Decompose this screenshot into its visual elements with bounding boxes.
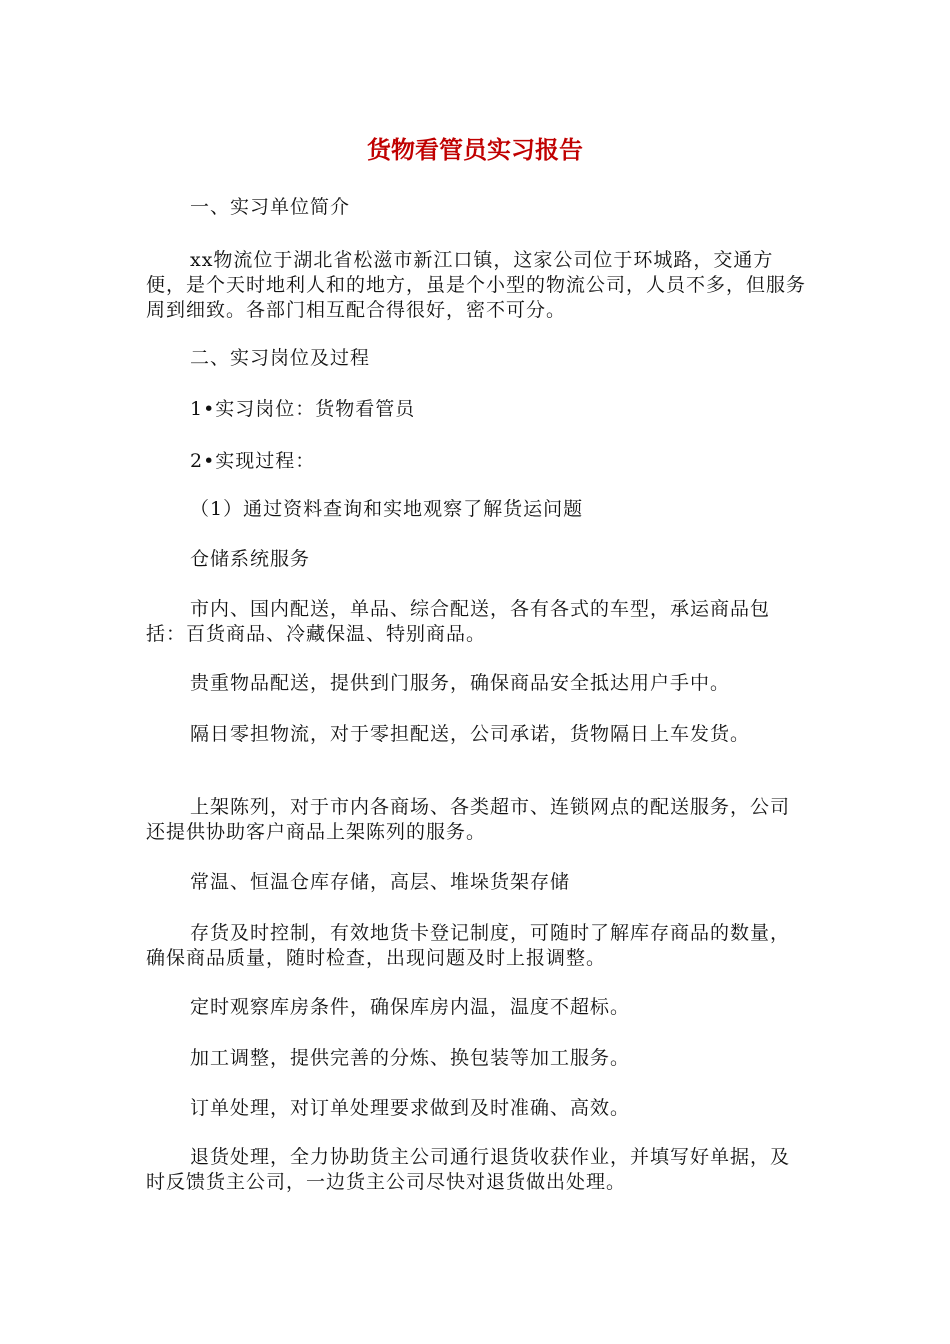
paragraph: 退货处理，全力协助货主公司通行退货收获作业，并填写好单据，及时反馈货主公司，一边货主公司尽快对退货做出处理。 bbox=[146, 1146, 791, 1193]
paragraph: 订单处理，对订单处理要求做到及时准确、高效。 bbox=[190, 1097, 631, 1119]
paragraph-storage-service bbox=[146, 547, 806, 572]
paragraph-inventory bbox=[146, 921, 806, 971]
paragraph: xx物流位于湖北省松滋市新江口镇，这家公司位于环城路，交通方便，是个天时地利人和的地方，虽是个小型的物流公司，人员不多，但服务周到细致。各部门相互配合得很好，密不可分。 bbox=[146, 249, 807, 321]
paragraph-section-heading-1 bbox=[146, 195, 806, 220]
paragraph: 常温、恒温仓库存储，高层、堆垛货架存储 bbox=[190, 871, 571, 893]
paragraph-company-intro bbox=[146, 248, 806, 323]
paragraph: 上架陈列，对于市内各商场、各类超市、连锁网点的配送服务，公司还提供协助客户商品上架陈列的服务。 bbox=[146, 796, 791, 843]
paragraph: 隔日零担物流，对于零担配送，公司承诺，货物隔日上车发货。 bbox=[190, 723, 751, 745]
paragraph: 1•实习岗位：货物看管员 bbox=[190, 398, 416, 420]
paragraph: 2•实现过程： bbox=[190, 450, 316, 472]
paragraph: 加工调整，提供完善的分炼、换包装等加工服务。 bbox=[190, 1047, 631, 1069]
paragraph-processing bbox=[146, 1046, 806, 1071]
paragraph-returns bbox=[146, 1145, 806, 1195]
paragraph: 市内、国内配送，单品、综合配送，各有各式的车型，承运商品包括：百货商品、冷藏保温、特别商品。 bbox=[146, 598, 771, 645]
paragraph: 仓储系统服务 bbox=[190, 548, 311, 570]
paragraph: 存货及时控制，有效地货卡登记制度，可随时了解库存商品的数量，确保商品质量，随时检查，出现问题及时上报调整。 bbox=[146, 922, 791, 969]
paragraph-warehouse bbox=[146, 870, 806, 895]
paragraph-shelving bbox=[146, 795, 806, 845]
paragraph-process bbox=[146, 449, 806, 474]
document-title: 货物看管员实习报告 bbox=[367, 136, 583, 164]
paragraph: 贵重物品配送，提供到门服务，确保商品安全抵达用户手中。 bbox=[190, 672, 731, 694]
paragraph: 一、实习单位简介 bbox=[190, 196, 351, 218]
paragraph-distribution bbox=[146, 597, 806, 647]
paragraph: 二、实习岗位及过程 bbox=[190, 347, 371, 369]
paragraph-section-heading-2 bbox=[146, 346, 806, 371]
paragraph: 定时观察库房条件，确保库房内温，温度不超标。 bbox=[190, 996, 631, 1018]
paragraph-valuables bbox=[146, 671, 806, 696]
paragraph-orders bbox=[146, 1096, 806, 1121]
paragraph-next-day bbox=[146, 722, 806, 747]
paragraph-position bbox=[146, 397, 806, 422]
paragraph: （1）通过资料查询和实地观察了解货运问题 bbox=[190, 498, 584, 520]
paragraph-storage-check bbox=[146, 995, 806, 1020]
paragraph-subitem-1 bbox=[146, 497, 806, 522]
